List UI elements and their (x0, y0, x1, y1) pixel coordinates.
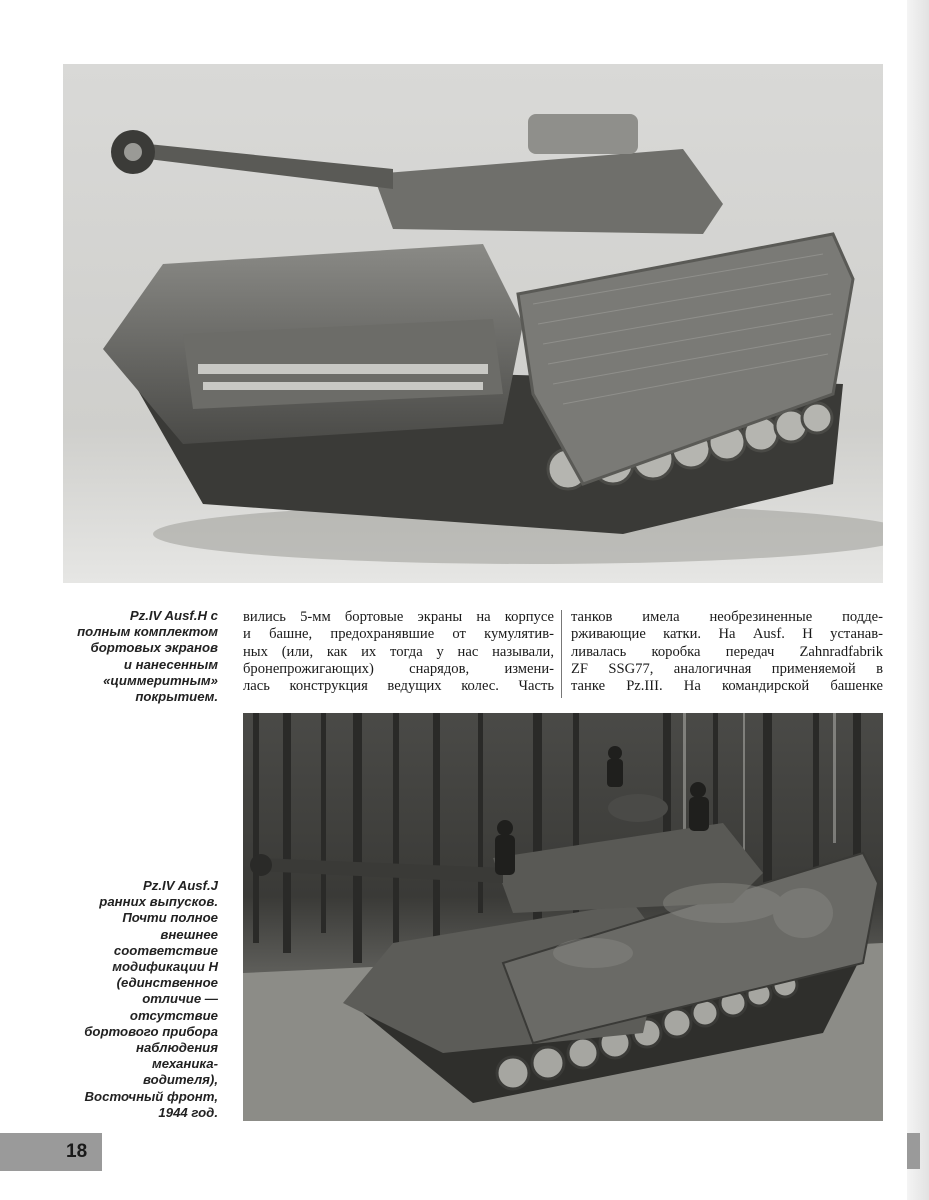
text-line: танке Pz.III. На командирской башенке (571, 678, 883, 695)
caption-line: Почти полное (122, 910, 218, 926)
page-number: 18 (66, 1141, 88, 1162)
caption-line: отсутствие (129, 1007, 218, 1023)
caption-line: 1944 год. (158, 1104, 218, 1120)
body-text-column-2 (571, 609, 883, 695)
text-line: ных (или, как их тогда у нас называли, (243, 643, 554, 660)
caption-line: покрытием. (135, 689, 218, 705)
caption-line: полным комплектом (77, 624, 218, 640)
right-edge-tab (907, 1133, 920, 1169)
page-edge (907, 0, 929, 1200)
caption-line: и нанесенным (123, 656, 218, 672)
caption-line: соответствие (113, 942, 218, 958)
caption-line: внешнее (160, 926, 218, 942)
caption-line: бортовых экранов (90, 640, 218, 656)
text-line: бронепрожигающих) снарядов, измени- (243, 660, 554, 677)
caption-line: наблюдения (136, 1040, 218, 1056)
caption-line: модификации H (112, 959, 218, 975)
text-line: танков имела необрезиненные подде- (571, 609, 883, 625)
caption-line: отличие — (142, 991, 218, 1007)
caption-bottom-photo (40, 878, 218, 1121)
text-line: лась конструкция ведущих колес. Часть (243, 678, 554, 695)
text-line: вились 5-мм бортовые экраны на корпусе (243, 609, 554, 625)
caption-line: водителя), (143, 1072, 218, 1088)
caption-top-photo (40, 608, 218, 705)
text-line: рживающие катки. На Ausf. H устанав- (571, 626, 883, 643)
photo-pz4-ausf-j (243, 713, 883, 1121)
caption-line: Pz.IV Ausf.H с (129, 608, 218, 623)
caption-line: бортового прибора (84, 1023, 218, 1039)
caption-line: Pz.IV Ausf.J (143, 878, 218, 893)
caption-line: механика- (151, 1056, 218, 1072)
caption-line: ранних выпусков. (99, 894, 218, 910)
column-divider (561, 610, 562, 698)
body-text-column-1 (243, 609, 554, 695)
photo-pz4-ausf-h (63, 64, 883, 583)
caption-line: Восточный фронт, (84, 1088, 218, 1104)
text-line: ливалась коробка передач Zahnradfabrik (571, 643, 883, 660)
text-line: и башне, предохранявшие от кумулятив- (243, 626, 554, 643)
caption-line: (единственное (116, 975, 218, 991)
caption-line: «циммеритным» (103, 672, 218, 688)
text-line: ZF SSG77, аналогичная применяемой в (571, 660, 883, 677)
